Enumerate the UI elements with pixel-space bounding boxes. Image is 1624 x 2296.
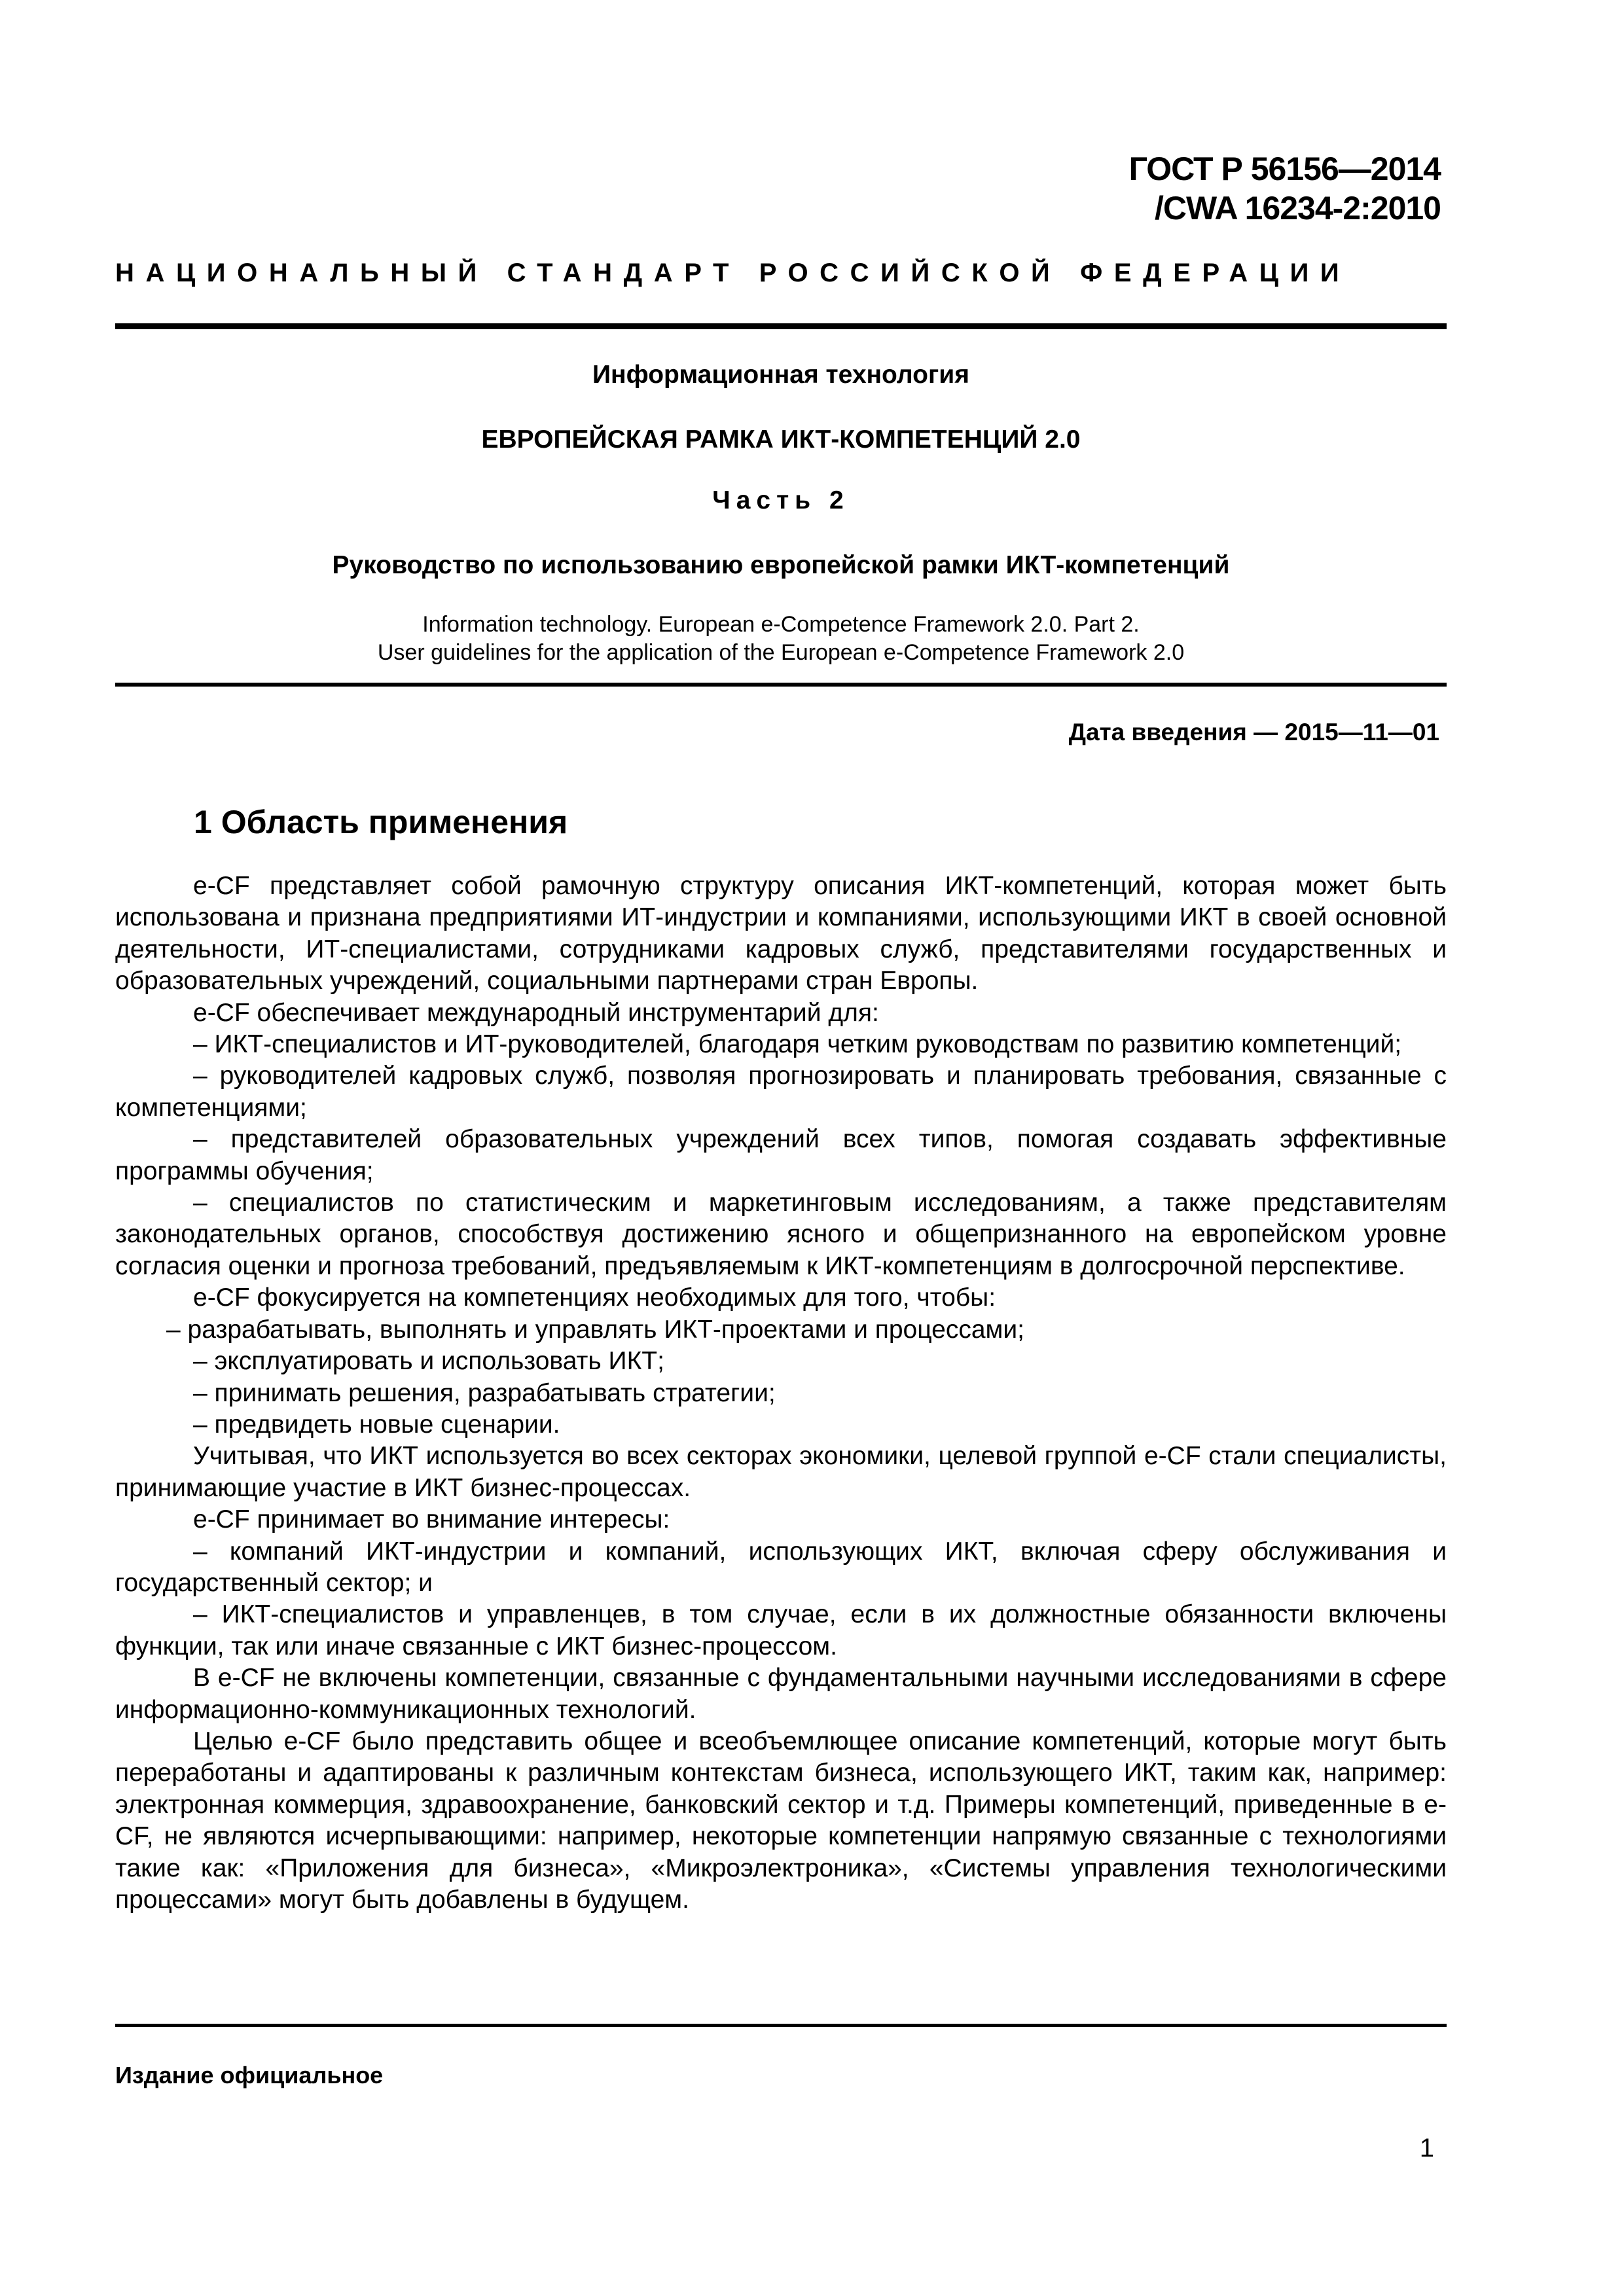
- page-number: 1: [1419, 2134, 1434, 2162]
- paragraph: В e-CF не включены компетенции, связанные с фундаментальными научными исследованиями в сфере информационно-коммуникационных технологий.: [115, 1664, 1447, 1724]
- english-title-line-1: Information technology. European e-Competence Framework 2.0. Part 2.: [422, 612, 1140, 637]
- title-line-2: ЕВРОПЕЙСКАЯ РАМКА ИКТ-КОМПЕТЕНЦИЙ 2.0: [481, 425, 1081, 454]
- title-block: [115, 353, 1447, 667]
- paragraph: e-CF обеспечивает международный инструментарий для:: [193, 998, 879, 1027]
- standard-designation: [1129, 149, 1441, 228]
- list-item: – разрабатывать, выполнять и управлять ИКТ-проектами и процессами;: [166, 1315, 1024, 1344]
- section-title: 1 Область применения: [194, 804, 568, 840]
- national-standard-heading: НАЦИОНАЛЬНЫЙ СТАНДАРТ РОССИЙСКОЙ ФЕДЕРАЦИИ: [115, 259, 1351, 287]
- list-item: – ИКТ-специалистов и ИТ-руководителей, благодаря четким руководствам по развитию компетенций;: [193, 1030, 1402, 1059]
- title-line-4: Руководство по использованию европейской рамки ИКТ-компетенций: [332, 551, 1230, 579]
- footer-rule: [115, 2024, 1447, 2027]
- introduction-date: Дата введения — 2015—11—01: [1068, 719, 1439, 745]
- list-item: – представителей образовательных учреждений всех типов, помогая создавать эффективные программы обучения;: [115, 1125, 1447, 1185]
- title-line-1: Информационная технология: [592, 361, 969, 389]
- list-item: – предвидеть новые сценарии.: [193, 1410, 560, 1439]
- list-item: – компаний ИКТ-индустрии и компаний, использующих ИКТ, включая сферу обслуживания и государственный сектор; и: [115, 1537, 1447, 1597]
- list-item: – ИКТ-специалистов и управленцев, в том случае, если в их должностные обязанности включены функции, так или иначе связанные с ИКТ бизнес-процессом.: [115, 1600, 1447, 1660]
- list-item: – эксплуатировать и использовать ИКТ;: [193, 1347, 664, 1376]
- designation-cwa: /CWA 16234-2:2010: [1155, 190, 1441, 226]
- title-rule: [115, 683, 1447, 687]
- paragraph: e-CF фокусируется на компетенциях необходимых для того, чтобы:: [193, 1283, 996, 1312]
- section-body: [115, 870, 1447, 1916]
- list-item: – руководителей кадровых служб, позволяя прогнозировать и планировать требования, связанные с компетенциями;: [115, 1062, 1447, 1122]
- header-rule: [115, 323, 1447, 329]
- official-edition-note: Издание официальное: [115, 2062, 384, 2089]
- title-part: Часть 2: [712, 486, 850, 514]
- list-item: – принимать решения, разрабатывать стратегии;: [193, 1378, 776, 1407]
- english-title: [115, 611, 1447, 667]
- designation-gost: ГОСТ Р 56156—2014: [1128, 151, 1441, 187]
- paragraph: e-CF представляет собой рамочную структуру описания ИКТ-компетенций, которая может быть использована и признана предприятиями ИТ-индустрии и компаниями, использующими ИКТ в своей основной деятельности, ИТ-специалистами, сотрудниками кадровых служб, представителями государственных и образовательных учреждений, социальными партнерами стран Европы.: [115, 872, 1447, 996]
- paragraph: e-CF принимает во внимание интересы:: [193, 1505, 670, 1534]
- english-title-line-2: User guidelines for the application of the European e-Competence Framework 2.0: [377, 640, 1185, 665]
- paragraph: Целью e-CF было представить общее и всеобъемлющее описание компетенций, которые могут быть переработаны и адаптированы к различным контекстам бизнеса, использующего ИКТ, таким как, например: электронная коммерция, здравоохранение, банковский сектор и т.д. Примеры компетенций, приведенные в e-CF, не являются исчерпывающими: например, некоторые компетенции напрямую связанные с технологиями такие как: «Приложения для бизнеса», «Микроэлектроника», «Системы управления технологическими процессами» могут быть добавлены в будущем.: [115, 1727, 1447, 1914]
- paragraph: Учитывая, что ИКТ используется во всех секторах экономики, целевой группой e-CF стали специалисты, принимающие участие в ИКТ бизнес-процессах.: [115, 1442, 1447, 1502]
- list-item: – специалистов по статистическим и маркетинговым исследованиям, а также представителям законодательных органов, способствуя достижению ясного и общепризнанного на европейском уровне согласия оценки и прогноза требований, предъявляемым к ИКТ-компетенциям в долгосрочной перспективе.: [115, 1189, 1447, 1280]
